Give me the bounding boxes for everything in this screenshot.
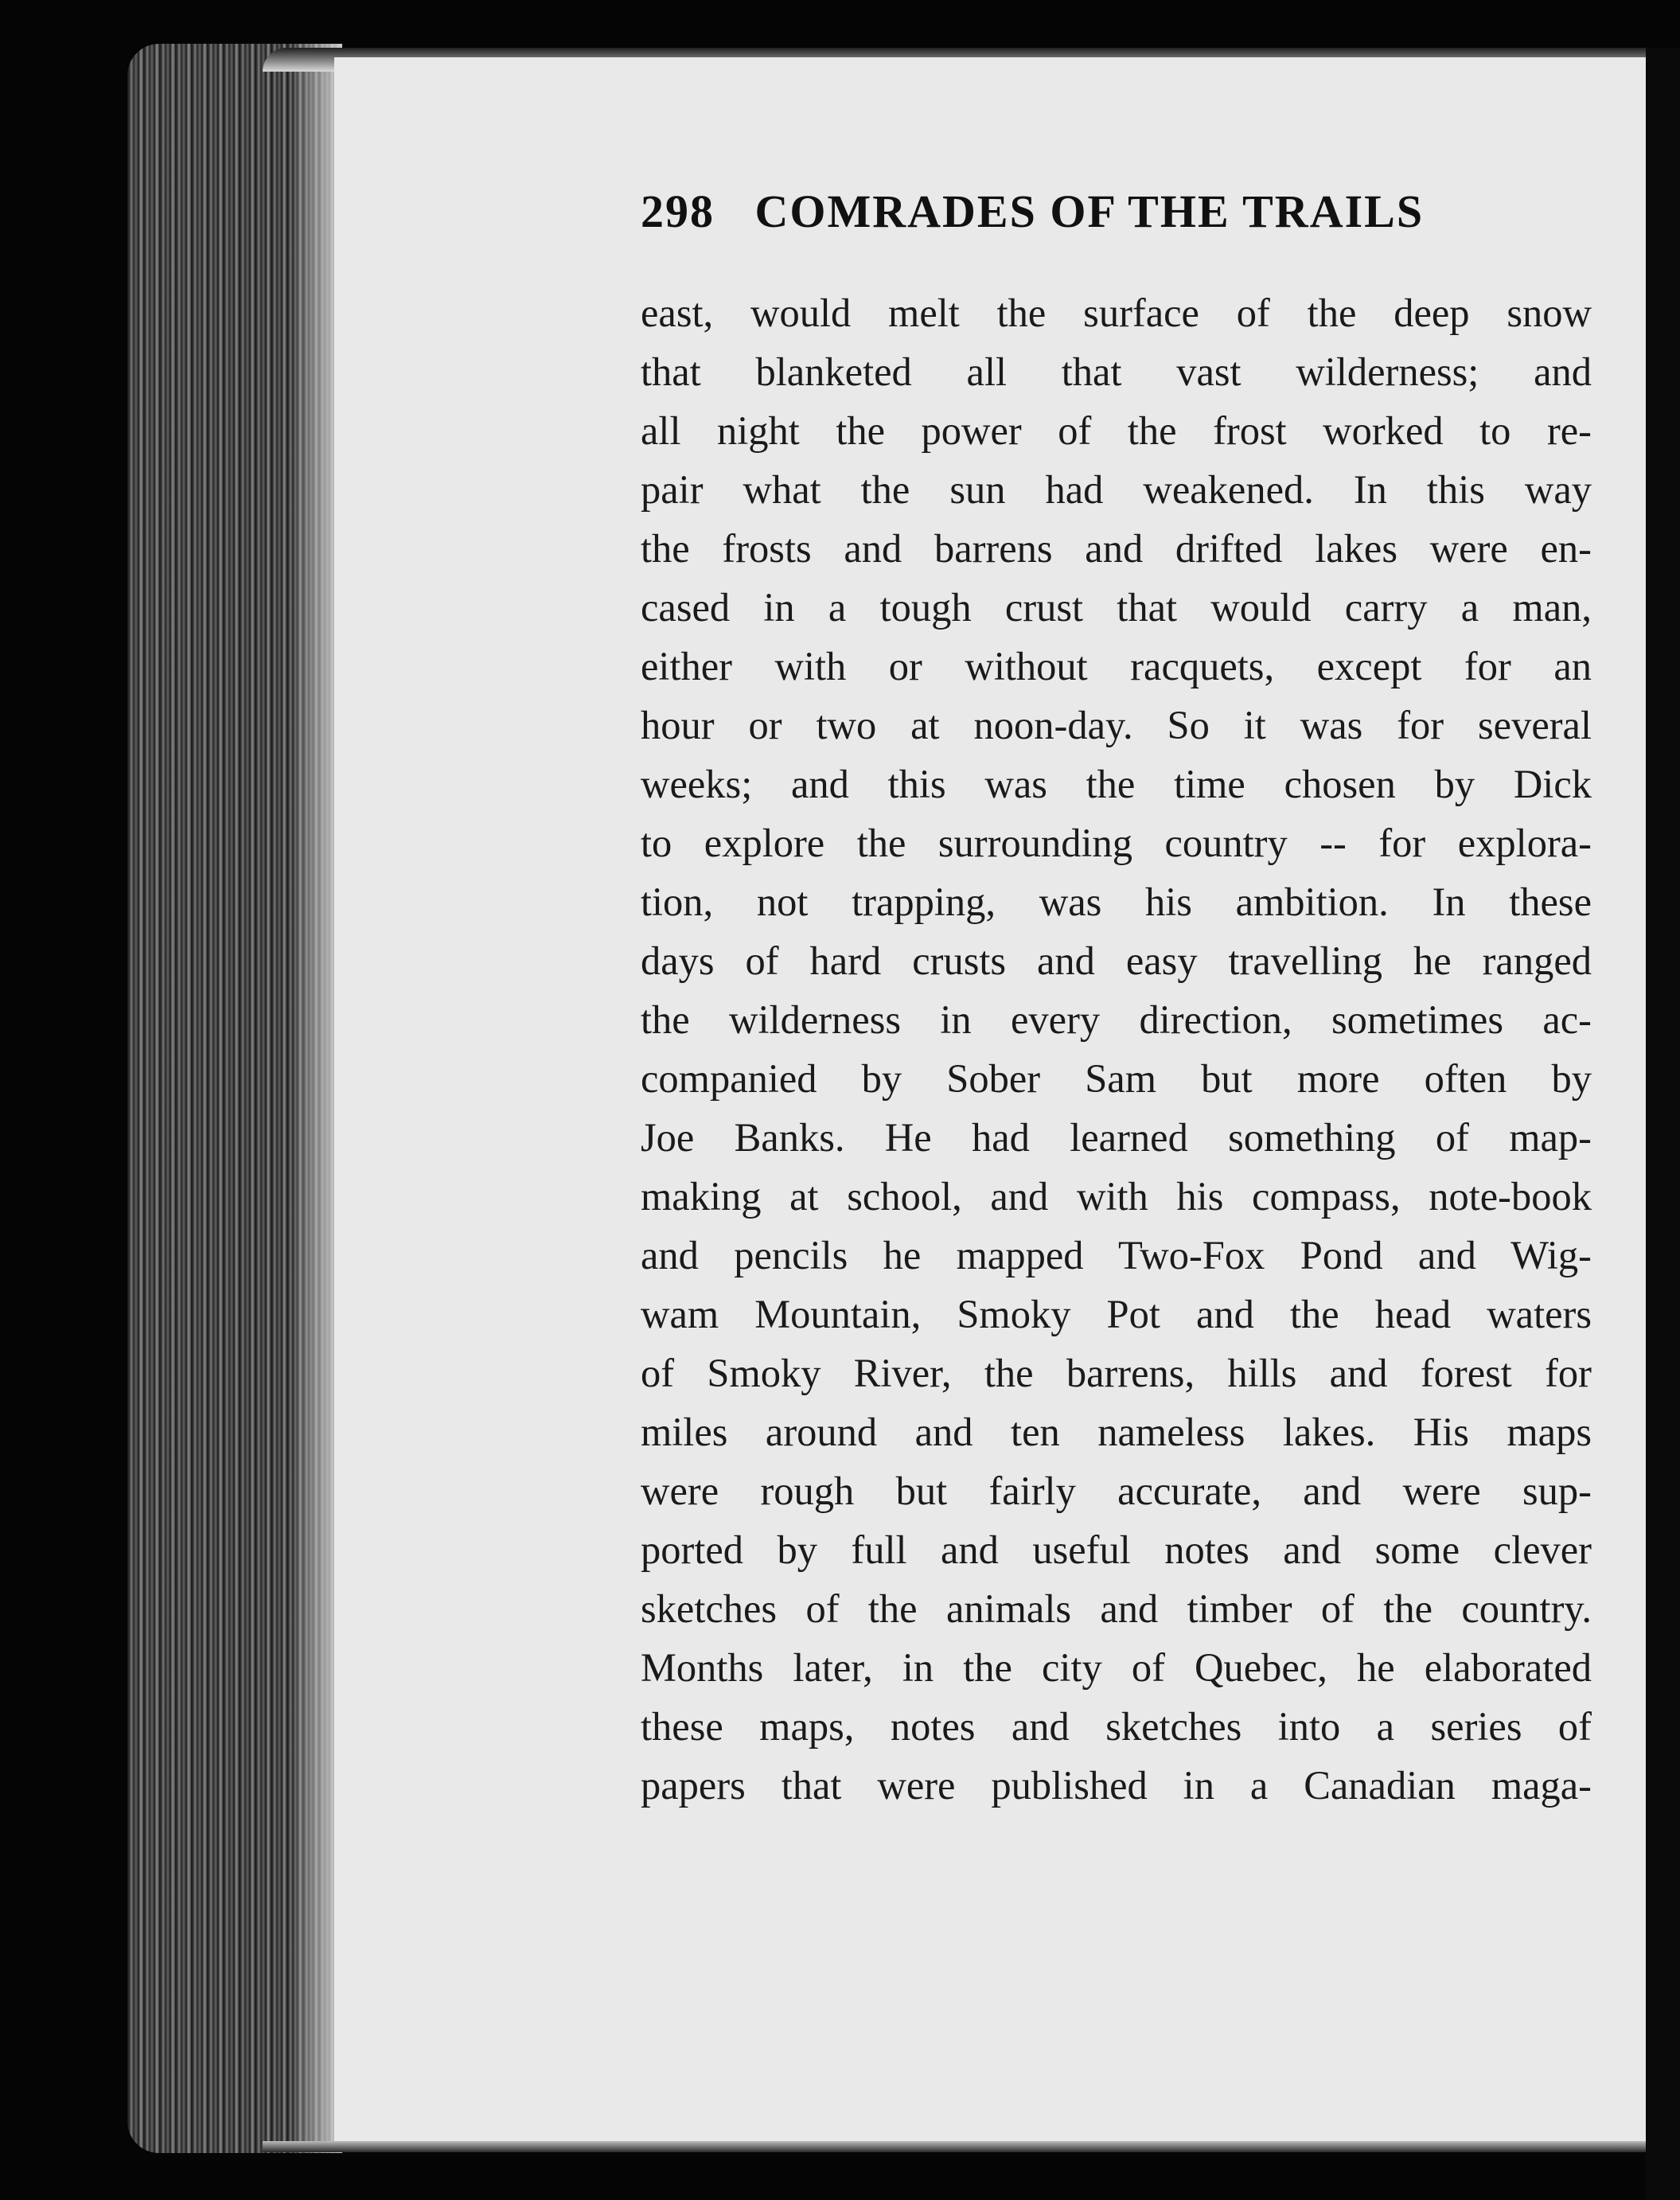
text-line: to explore the surrounding country -- for explora- [641,821,1592,865]
text-line: miles around and ten nameless lakes. His maps [641,1410,1592,1454]
text-line: companied by Sober Sam but more often by [641,1056,1592,1101]
text-line: wam Mountain, Smoky Pot and the head waters [641,1292,1592,1336]
text-line: papers that were published in a Canadian maga- [641,1763,1592,1808]
text-line: pair what the sun had weakened. In this way [641,467,1592,512]
text-line: making at school, and with his compass, note-book [641,1174,1592,1219]
text-line: of Smoky River, the barrens, hills and forest for [641,1351,1592,1395]
body-text [641,283,1592,1815]
book-page-edges [127,44,342,2153]
text-line: these maps, notes and sketches into a series of [641,1704,1592,1749]
text-line: cased in a tough crust that would carry a man, [641,585,1592,630]
text-line: that blanketed all that vast wilderness; and [641,349,1592,394]
page-bottom-edge [263,2141,1647,2152]
text-line: weeks; and this was the time chosen by Dick [641,762,1592,806]
text-line: tion, not trapping, was his ambition. In these [641,880,1592,924]
scan-right-border [1646,48,1680,2200]
running-title: COMRADES OF THE TRAILS [754,185,1425,237]
text-line: sketches of the animals and timber of the country. [641,1586,1592,1631]
text-line: Joe Banks. He had learned something of map- [641,1115,1592,1160]
text-line: the frosts and barrens and drifted lakes were en- [641,526,1592,571]
text-line: either with or without racquets, except for an [641,644,1592,688]
text-line: Months later, in the city of Quebec, he elaborated [641,1645,1592,1690]
text-line: days of hard crusts and easy travelling he ranged [641,938,1592,983]
text-line: ported by full and useful notes and some clever [641,1527,1592,1572]
text-line: east, would melt the surface of the deep snow [641,291,1592,335]
text-line: and pencils he mapped Two-Fox Pond and Wig- [641,1233,1592,1277]
text-line: were rough but fairly accurate, and were sup- [641,1469,1592,1513]
page-number: 298 [641,185,715,237]
text-line: all night the power of the frost worked to re- [641,408,1592,453]
text-line: the wilderness in every direction, sometimes ac- [641,997,1592,1042]
running-header [641,185,1540,238]
text-line: hour or two at noon-day. So it was for several [641,703,1592,747]
